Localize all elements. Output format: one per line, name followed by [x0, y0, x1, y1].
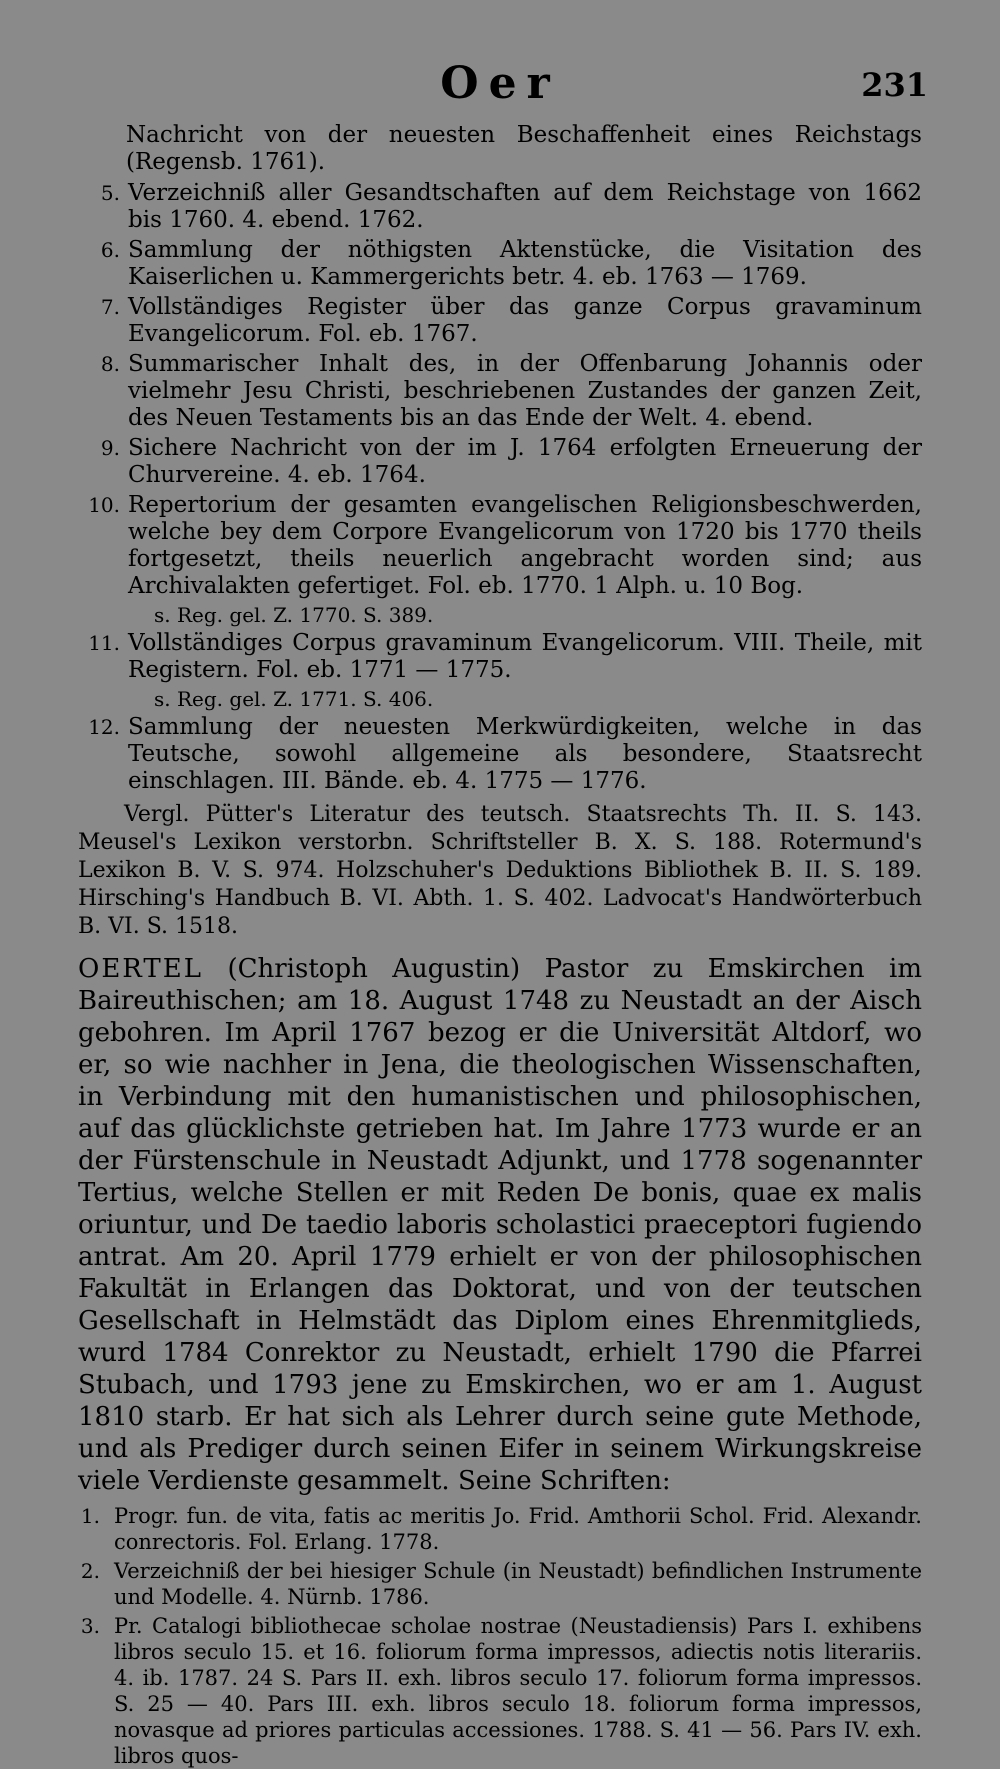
- item-number: 10.: [88, 493, 120, 517]
- list-item: [78, 630, 922, 684]
- works-list-previous: [78, 180, 922, 795]
- list-item: [78, 237, 922, 291]
- item-text: Vollständiges Corpus gravaminum Evangelicorum. VIII. Theile, mit Registern. Fol. eb. 1771 — 1775.: [128, 630, 922, 683]
- item-text: Sammlung der neuesten Merkwürdigkeiten, welche in das Teutsche, sowohl allgemeine als besondere, Staatsrecht einschlagen. III. Bände. eb. 4. 1775 — 1776.: [128, 714, 922, 794]
- list-item: [78, 714, 922, 795]
- list-item: [78, 1558, 922, 1610]
- biography-entry: [78, 953, 922, 1497]
- item-number: 6.: [100, 238, 120, 262]
- biography-text: (Christoph Augustin) Pastor zu Emskirchen im Baireuthischen; am 18. August 1748 zu Neustadt an der Aisch gebohren. Im April 1767 bezog er die Universität Altdorf, wo er, so wie nachher in Jena, die theologischen Wissenschaften, in Verbindung mit den humanistischen und philosophischen, auf das glücklichste getrieben hat. Im Jahre 1773 wurde er an der Fürstenschule in Neustadt Adjunkt, und 1778 sogenannter Tertius, welche Stellen er mit Reden De bonis, quae ex malis oriuntur, und De taedio laboris scholastici praeceptori fugiendo antrat. Am 20. April 1779 erhielt er von der philosophischen Fakultät in Erlangen das Doktorat, und von der teutschen Gesellschaft in Helmstädt das Diplom eines Ehrenmitglieds, wurd 1784 Conrektor zu Neustadt, erhielt 1790 die Pfarrei Stubach, und 1793 jene zu Emskirchen, wo er am 1. August 1810 starb. Er hat sich als Lehrer durch seine gute Methode, und als Prediger durch seinen Eifer in seinem Wirkungskreise viele Verdienste gesammelt. Seine Schriften:: [78, 954, 922, 1496]
- item-number: 9.: [100, 436, 120, 460]
- item-text: Verzeichniß der bei hiesiger Schule (in Neustadt) befindlichen Instrumente und Modelle. 4. Nürnb. 1786.: [114, 1559, 922, 1609]
- list-item: [78, 351, 922, 432]
- review-reference: s. Reg. gel. Z. 1770. S. 389.: [154, 603, 434, 627]
- item-text: Progr. fun. de vita, fatis ac meritis Jo. Frid. Amthorii Schol. Frid. Alexandr. conrectoris. Fol. Erlang. 1778.: [114, 1504, 922, 1554]
- item-number: 2.: [80, 1559, 100, 1583]
- item-text: Sammlung der nöthigsten Aktenstücke, die Visitation des Kaiserlichen u. Kammergerichts betr. 4. eb. 1763 — 1769.: [128, 237, 922, 290]
- list-item: [78, 435, 922, 489]
- item-text: Summarischer Inhalt des, in der Offenbarung Johannis oder vielmehr Jesu Christi, beschriebenen Zustandes der ganzen Zeit, des Neuen Testaments bis an das Ende der Welt. 4. ebend.: [128, 351, 922, 431]
- item-number: 7.: [100, 295, 120, 319]
- item-number: 5.: [100, 181, 120, 205]
- item-text: Verzeichniß aller Gesandtschaften auf dem Reichstage von 1662 bis 1760. 4. ebend. 1762.: [128, 180, 922, 233]
- item-number: 11.: [88, 631, 120, 655]
- item-number: 8.: [100, 352, 120, 376]
- running-title: Oer: [440, 58, 560, 109]
- item-text: Vollständiges Register über das ganze Corpus gravaminum Evangelicorum. Fol. eb. 1767.: [128, 294, 922, 347]
- list-item: [78, 1613, 922, 1769]
- review-reference: s. Reg. gel. Z. 1771. S. 406.: [154, 687, 434, 711]
- list-item: [78, 180, 922, 234]
- list-item: [78, 492, 922, 600]
- entry-headword: OERTEL: [78, 954, 204, 984]
- continuation-text: Nachricht von der neuesten Beschaffenheit eines Reichstags (Regensb. 1761).: [126, 122, 922, 175]
- item-text: Repertorium der gesamten evangelischen Religionsbeschwerden, welche bey dem Corpore Evangelicorum von 1720 bis 1770 theils fortgesetzt, theils neuerlich angebracht worden sind; aus Archivalakten gefertiget. Fol. eb. 1770. 1 Alph. u. 10 Bog.: [128, 492, 922, 599]
- works-list: [78, 1503, 922, 1769]
- item-number: 12.: [88, 715, 120, 739]
- references-paragraph: Vergl. Pütter's Literatur des teutsch. Staatsrechts Th. II. S. 143. Meusel's Lexikon verstorbn. Schriftsteller B. X. S. 188. Rotermund's Lexikon B. V. S. 974. Holzschuher's Deduktions Bibliothek B. II. S. 189. Hirsching's Handbuch B. VI. Abth. 1. S. 402. Ladvocat's Handwörterbuch B. VI. S. 1518.: [78, 802, 922, 939]
- item-number: 1.: [80, 1504, 100, 1528]
- page-number: 231: [861, 66, 928, 104]
- item-text: Sichere Nachricht von der im J. 1764 erfolgten Erneuerung der Churvereine. 4. eb. 1764.: [128, 435, 922, 488]
- item-text: Pr. Catalogi bibliothecae scholae nostrae (Neustadiensis) Pars I. exhibens libros seculo 15. et 16. foliorum forma impressos, adiectis notis literariis. 4. ib. 1787. 24 S. Pars II. exh. libros seculo 17. foliorum forma impressos. S. 25 — 40. Pars III. exh. libros seculo 18. foliorum forma impressos, novasque ad priores particulas accessiones. 1788. S. 41 — 56. Pars IV. exh. libros quos-: [114, 1614, 922, 1768]
- list-item: [78, 294, 922, 348]
- list-item: [78, 1503, 922, 1555]
- running-head: [78, 58, 928, 118]
- item-number: 3.: [80, 1614, 100, 1638]
